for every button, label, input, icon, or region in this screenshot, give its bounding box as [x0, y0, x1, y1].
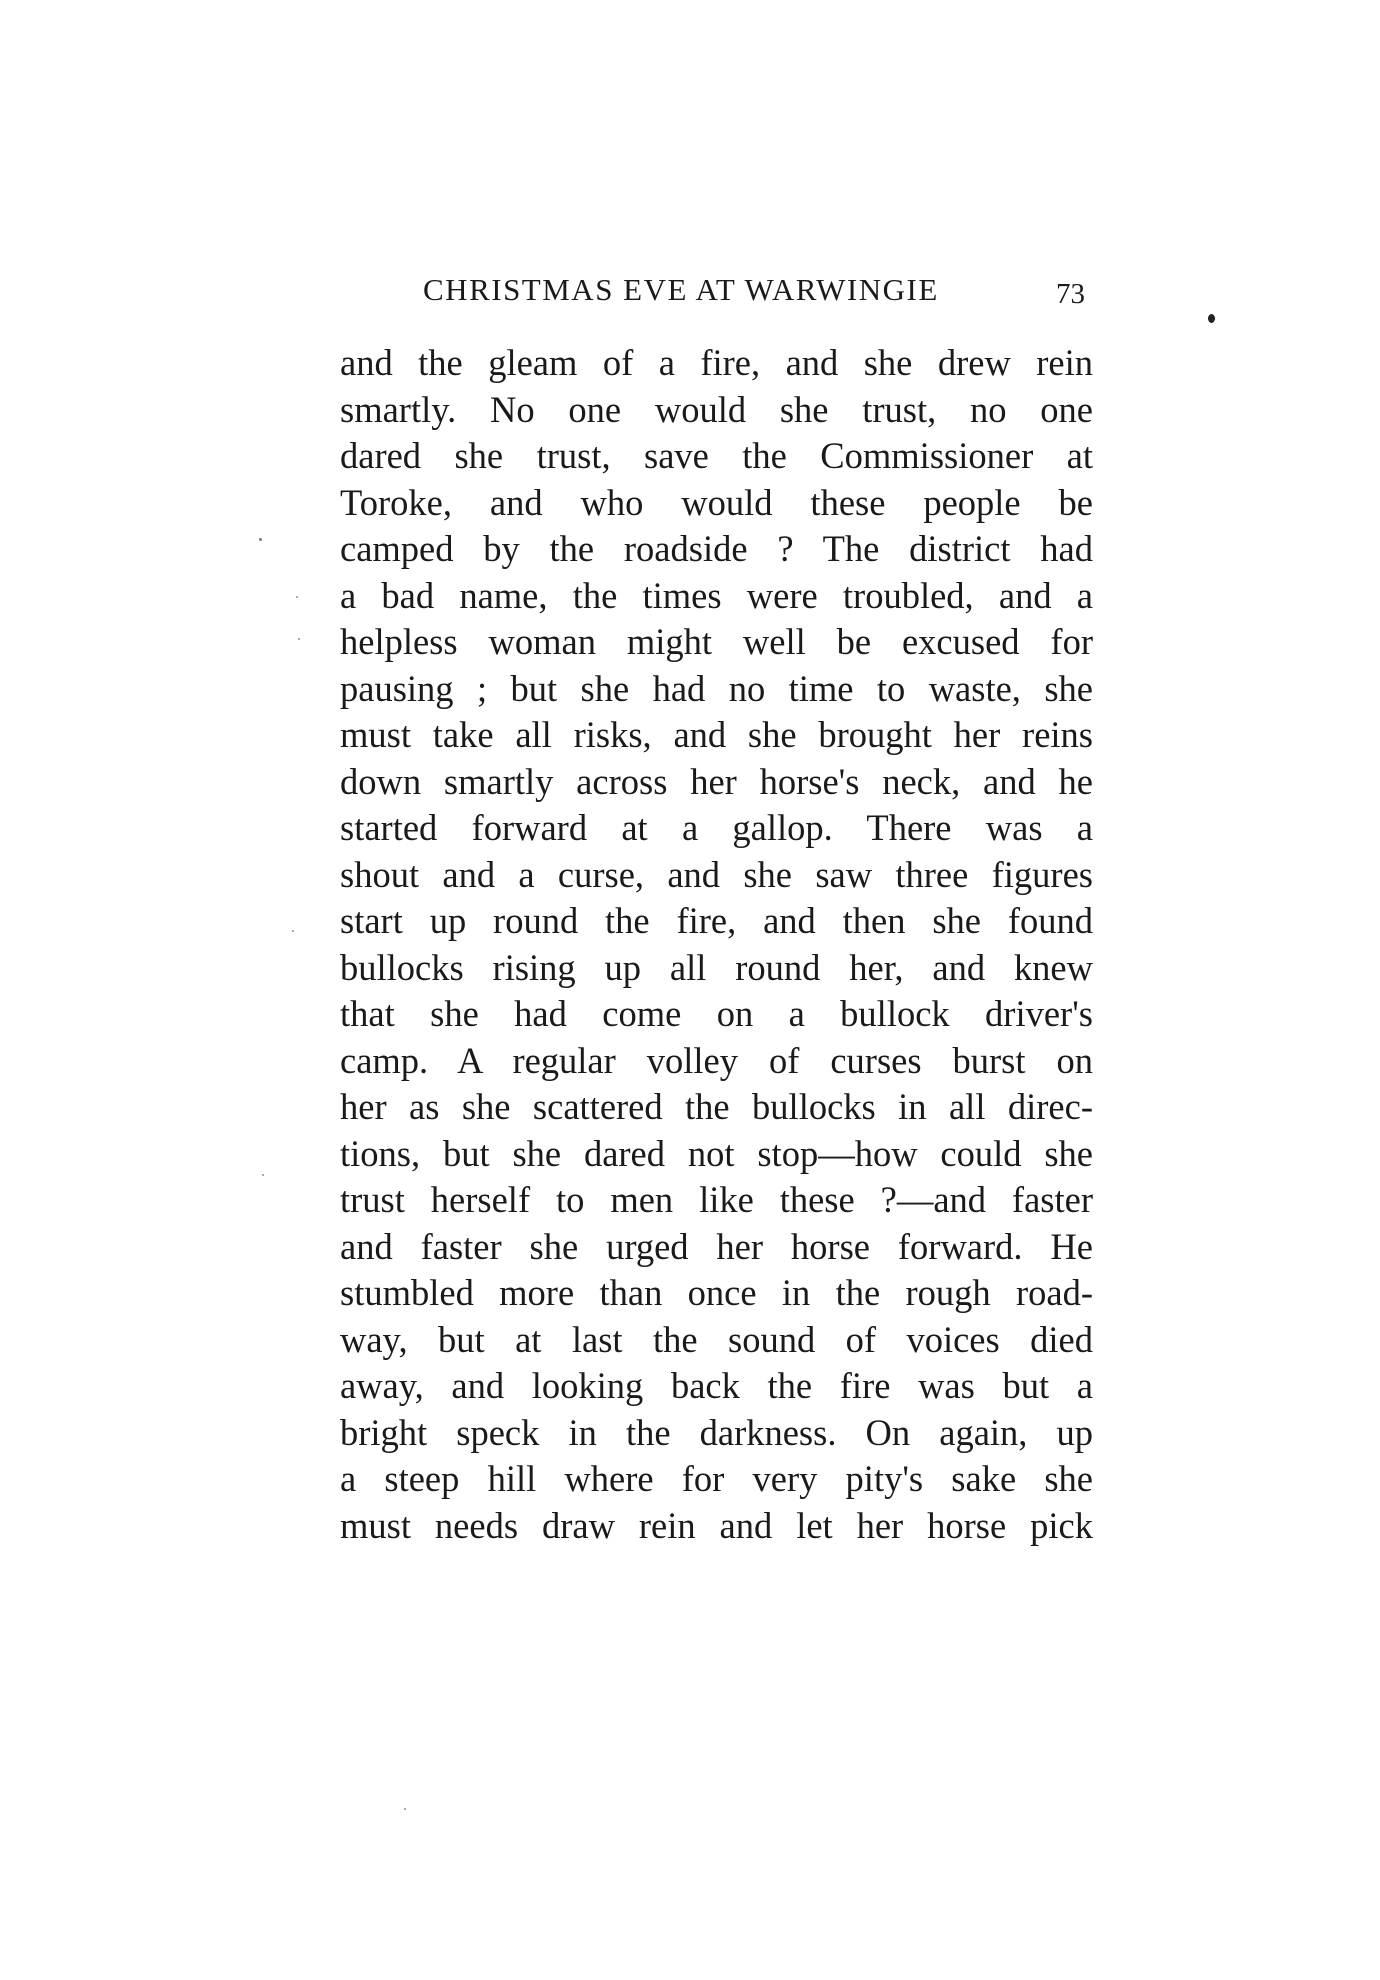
text-line: helpless woman might well be excused for	[340, 621, 1093, 662]
running-head	[338, 265, 1088, 315]
text-line: shout and a curse, and she saw three figures	[340, 853, 1093, 895]
text-line: and the gleam of a fire, and she drew rein	[340, 342, 1093, 383]
text-line: stumbled more than once in the rough road-	[340, 1272, 1093, 1313]
text-line: a bad name, the times were troubled, and a	[340, 574, 1093, 616]
text-line: down smartly across her horse's neck, and he	[340, 760, 1093, 802]
text-line: her as she scattered the bullocks in all direc-	[340, 1086, 1093, 1127]
text-line: trust herself to men like these ?—and faster	[340, 1179, 1093, 1220]
text-line: bright speck in the darkness. On again, up	[340, 1411, 1093, 1453]
text-line: pausing ; but she had no time to waste, she	[340, 667, 1093, 709]
page-number: 73	[1056, 278, 1085, 310]
running-title: CHRISTMAS EVE AT WARWINGIE	[423, 272, 939, 307]
text-line: bullocks rising up all round her, and knew	[340, 946, 1093, 988]
text-line: a steep hill where for very pity's sake she	[340, 1458, 1093, 1499]
text-line: that she had come on a bullock driver's	[340, 993, 1093, 1034]
text-line: way, but at last the sound of voices died	[340, 1318, 1093, 1360]
text-line: started forward at a gallop. There was a	[340, 807, 1093, 848]
text-line: smartly. No one would she trust, no one	[340, 388, 1093, 430]
body-text	[340, 340, 1093, 1549]
text-line: dared she trust, save the Commissioner at	[340, 435, 1093, 476]
text-line: tions, but she dared not stop—how could she	[340, 1132, 1093, 1174]
text-line: start up round the fire, and then she found	[340, 900, 1093, 941]
text-line: and faster she urged her horse forward. He	[340, 1225, 1093, 1267]
ink-speck	[262, 1174, 264, 1176]
ink-speck	[259, 538, 262, 541]
ink-speck	[296, 596, 298, 598]
text-line: camp. A regular volley of curses burst on	[340, 1039, 1093, 1081]
text-line: camped by the roadside ? The district had	[340, 528, 1093, 569]
ink-speck	[1208, 314, 1215, 323]
text-line: must take all risks, and she brought her reins	[340, 714, 1093, 755]
text-line: away, and looking back the fire was but a	[340, 1365, 1093, 1406]
ink-speck	[298, 638, 300, 640]
ink-speck	[292, 930, 294, 932]
text-line: Toroke, and who would these people be	[340, 481, 1093, 523]
text-line: must needs draw rein and let her horse pick	[340, 1504, 1093, 1546]
ink-speck	[404, 1808, 406, 1810]
